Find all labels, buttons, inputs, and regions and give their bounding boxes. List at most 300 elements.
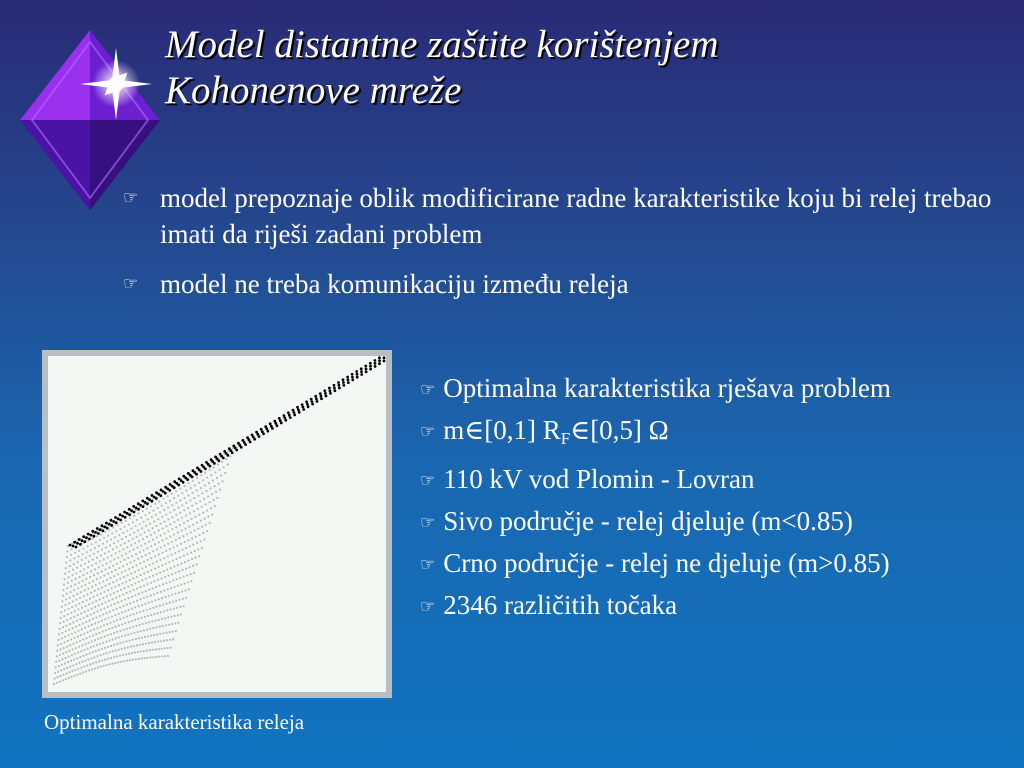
relay-no-operate-point bbox=[137, 508, 140, 511]
relay-operates-point bbox=[157, 612, 159, 614]
relay-operates-point bbox=[99, 539, 101, 541]
relay-operates-point bbox=[142, 610, 144, 612]
relay-operates-point bbox=[179, 499, 181, 501]
relay-operates-point bbox=[183, 497, 185, 499]
relay-operates-point bbox=[72, 569, 74, 571]
relay-no-operate-point bbox=[267, 430, 270, 433]
relay-operates-point bbox=[66, 587, 68, 589]
relay-operates-point bbox=[227, 464, 229, 466]
relay-operates-point bbox=[70, 585, 72, 587]
relay-operates-point bbox=[107, 646, 109, 648]
relay-operates-point bbox=[106, 664, 108, 666]
relay-operates-point bbox=[189, 545, 191, 547]
relay-operates-point bbox=[156, 573, 158, 575]
relay-operates-point bbox=[150, 635, 152, 637]
relay-operates-point bbox=[114, 603, 116, 605]
relay-operates-point bbox=[219, 489, 221, 491]
relay-operates-point bbox=[60, 669, 62, 671]
relay-operates-point bbox=[65, 678, 67, 680]
relay-no-operate-point bbox=[342, 381, 345, 384]
relay-operates-point bbox=[187, 520, 189, 522]
relay-no-operate-point bbox=[314, 395, 317, 398]
relay-operates-point bbox=[77, 608, 79, 610]
relay-operates-point bbox=[155, 656, 157, 658]
relay-operates-point bbox=[177, 622, 179, 624]
relay-operates-point bbox=[64, 573, 66, 575]
relay-operates-point bbox=[110, 604, 112, 606]
relay-operates-point bbox=[193, 497, 195, 499]
relay-operates-point bbox=[98, 649, 100, 651]
relay-operates-point bbox=[158, 648, 160, 650]
relay-operates-point bbox=[223, 466, 225, 468]
relay-operates-point bbox=[181, 504, 183, 506]
pointing-hand-icon: ☞ bbox=[420, 422, 436, 441]
relay-operates-point bbox=[197, 548, 199, 550]
relay-operates-point bbox=[187, 507, 189, 509]
relay-operates-point bbox=[162, 632, 164, 634]
relay-operates-point bbox=[98, 545, 100, 547]
relay-operates-point bbox=[170, 587, 172, 589]
relay-operates-point bbox=[169, 602, 171, 604]
relay-operates-point bbox=[103, 624, 105, 626]
relay-operates-point bbox=[141, 527, 143, 529]
relay-operates-point bbox=[75, 647, 77, 649]
relay-operates-point bbox=[155, 648, 157, 650]
relay-operates-point bbox=[69, 559, 71, 561]
relay-operates-point bbox=[77, 635, 79, 637]
relay-operates-point bbox=[156, 561, 158, 563]
relay-operates-point bbox=[210, 507, 212, 509]
relay-operates-point bbox=[92, 662, 94, 664]
relay-operates-point bbox=[115, 552, 117, 554]
relay-operates-point bbox=[192, 480, 194, 482]
relay-operates-point bbox=[99, 615, 101, 617]
relay-operates-point bbox=[159, 523, 161, 525]
relay-operates-point bbox=[90, 646, 92, 648]
relay-operates-point bbox=[99, 654, 101, 656]
right-bullet-item bbox=[420, 543, 1014, 585]
relay-operates-point bbox=[173, 586, 175, 588]
relay-operates-point bbox=[168, 595, 170, 597]
relay-operates-point bbox=[196, 489, 198, 491]
relay-operates-point bbox=[70, 660, 72, 662]
relay-operates-point bbox=[164, 647, 166, 649]
relay-operates-point bbox=[161, 577, 163, 579]
relay-operates-point bbox=[73, 659, 75, 661]
relay-no-operate-point bbox=[164, 492, 167, 495]
relay-operates-point bbox=[119, 528, 121, 530]
relay-operates-point bbox=[175, 502, 177, 504]
relay-operates-point bbox=[121, 555, 123, 557]
relay-operates-point bbox=[175, 490, 177, 492]
relay-no-operate-point bbox=[374, 362, 377, 365]
relay-operates-point bbox=[82, 638, 84, 640]
relay-operates-point bbox=[163, 521, 165, 523]
relay-operates-point bbox=[139, 624, 141, 626]
relay-operates-point bbox=[81, 661, 83, 663]
relay-operates-point bbox=[91, 640, 93, 642]
relay-operates-point bbox=[67, 582, 69, 584]
relay-operates-point bbox=[145, 622, 147, 624]
relay-operates-point bbox=[119, 595, 121, 597]
relay-operates-point bbox=[201, 506, 203, 508]
relay-operates-point bbox=[173, 497, 175, 499]
relay-operates-point bbox=[140, 534, 142, 536]
relay-operates-point bbox=[125, 536, 127, 538]
relay-operates-point bbox=[152, 562, 154, 564]
relay-operates-point bbox=[196, 563, 198, 565]
relay-operates-point bbox=[179, 577, 181, 579]
relay-no-operate-point bbox=[75, 546, 78, 549]
relay-operates-point bbox=[200, 540, 202, 542]
relay-operates-point bbox=[118, 649, 120, 651]
relay-no-operate-point bbox=[112, 520, 115, 523]
relay-operates-point bbox=[115, 626, 117, 628]
relay-no-operate-point bbox=[296, 406, 299, 409]
relay-operates-point bbox=[190, 573, 192, 575]
relay-operates-point bbox=[157, 579, 159, 581]
relay-no-operate-point bbox=[108, 523, 111, 526]
relay-operates-point bbox=[154, 580, 156, 582]
relay-operates-point bbox=[82, 580, 84, 582]
relay-operates-point bbox=[140, 630, 142, 632]
relay-operates-point bbox=[164, 617, 166, 619]
relay-operates-point bbox=[177, 507, 179, 509]
relay-no-operate-point bbox=[94, 531, 97, 534]
relay-operates-point bbox=[198, 555, 200, 557]
relay-operates-point bbox=[136, 547, 138, 549]
relay-operates-point bbox=[91, 668, 93, 670]
relay-operates-point bbox=[96, 655, 98, 657]
relay-operates-point bbox=[154, 532, 156, 534]
relay-operates-point bbox=[85, 654, 87, 656]
relay-operates-point bbox=[185, 568, 187, 570]
relay-operates-point bbox=[155, 586, 157, 588]
relay-operates-point bbox=[198, 482, 200, 484]
figure-caption: Optimalna karakteristika releja bbox=[44, 710, 305, 734]
relay-operates-point bbox=[114, 662, 116, 664]
relay-operates-point bbox=[197, 528, 199, 530]
relay-operates-point bbox=[85, 557, 87, 559]
relay-operates-point bbox=[142, 643, 144, 645]
relay-operates-point bbox=[133, 532, 135, 534]
slide-title-line-1: Model distantne zaštite korištenjem bbox=[165, 23, 719, 66]
relay-operates-point bbox=[146, 657, 148, 659]
relay-operates-point bbox=[175, 600, 177, 602]
relay-operates-point bbox=[77, 555, 79, 557]
relay-operates-point bbox=[146, 536, 148, 538]
relay-operates-point bbox=[204, 518, 206, 520]
relay-operates-point bbox=[150, 505, 152, 507]
relay-operates-point bbox=[201, 547, 203, 549]
relay-operates-point bbox=[180, 543, 182, 545]
relay-operates-point bbox=[159, 572, 161, 574]
relay-operates-point bbox=[132, 659, 134, 661]
relay-operates-point bbox=[205, 490, 207, 492]
relay-no-operate-point bbox=[90, 534, 93, 537]
relay-operates-point bbox=[82, 601, 84, 603]
relay-operates-point bbox=[154, 555, 156, 557]
relay-operates-point bbox=[126, 616, 128, 618]
relay-operates-point bbox=[173, 608, 175, 610]
relay-operates-point bbox=[138, 658, 140, 660]
relay-operates-point bbox=[92, 634, 94, 636]
relay-operates-point bbox=[76, 657, 78, 659]
relay-operates-point bbox=[98, 621, 100, 623]
relay-operates-point bbox=[211, 493, 213, 495]
relay-operates-point bbox=[81, 607, 83, 609]
relay-operates-point bbox=[148, 541, 150, 543]
relay-operates-point bbox=[146, 508, 148, 510]
relay-operates-point bbox=[183, 485, 185, 487]
relay-operates-point bbox=[192, 492, 194, 494]
relay-no-operate-point bbox=[364, 365, 367, 368]
relay-operates-point bbox=[125, 520, 127, 522]
relay-operates-point bbox=[133, 632, 135, 634]
relay-no-operate-point bbox=[73, 541, 76, 544]
relay-operates-point bbox=[104, 659, 106, 661]
relay-operates-point bbox=[106, 623, 108, 625]
relay-operates-point bbox=[70, 554, 72, 556]
relay-operates-point bbox=[86, 615, 88, 617]
relay-operates-point bbox=[139, 523, 141, 525]
relay-operates-point bbox=[159, 605, 161, 607]
relay-operates-point bbox=[216, 477, 218, 479]
relay-operates-point bbox=[129, 517, 131, 519]
relay-operates-point bbox=[93, 574, 95, 576]
relay-operates-point bbox=[59, 654, 61, 656]
relay-operates-point bbox=[104, 618, 106, 620]
relay-operates-point bbox=[181, 517, 183, 519]
relay-operates-point bbox=[194, 529, 196, 531]
right-bullet-item bbox=[420, 410, 1014, 459]
relay-operates-point bbox=[83, 595, 85, 597]
relay-operates-point bbox=[183, 522, 185, 524]
relay-no-operate-point bbox=[155, 497, 158, 500]
relay-operates-point bbox=[116, 579, 118, 581]
relay-operates-point bbox=[145, 566, 147, 568]
relay-operates-point bbox=[58, 633, 60, 635]
relay-operates-point bbox=[73, 589, 75, 591]
relay-operates-point bbox=[103, 607, 105, 609]
relay-no-operate-point bbox=[84, 540, 87, 543]
relay-operates-point bbox=[145, 643, 147, 645]
relay-operates-point bbox=[152, 627, 154, 629]
relay-operates-point bbox=[112, 650, 114, 652]
relay-operates-point bbox=[77, 668, 79, 670]
relay-operates-point bbox=[59, 628, 61, 630]
relay-operates-point bbox=[127, 574, 129, 576]
relay-operates-point bbox=[83, 649, 85, 651]
relay-operates-point bbox=[77, 561, 79, 563]
relay-operates-point bbox=[75, 663, 77, 665]
relay-operates-point bbox=[203, 538, 205, 540]
relay-operates-point bbox=[77, 651, 79, 653]
relay-operates-point bbox=[123, 617, 125, 619]
relay-operates-point bbox=[160, 534, 162, 536]
relay-operates-point bbox=[120, 544, 122, 546]
relay-operates-point bbox=[181, 529, 183, 531]
relay-operates-point bbox=[78, 603, 80, 605]
relay-operates-point bbox=[112, 609, 114, 611]
relay-operates-point bbox=[179, 524, 181, 526]
relay-operates-point bbox=[144, 514, 146, 516]
relay-operates-point bbox=[165, 537, 167, 539]
relay-operates-point bbox=[177, 564, 179, 566]
relay-operates-point bbox=[132, 639, 134, 641]
relay-operates-point bbox=[136, 576, 138, 578]
relay-operates-point bbox=[206, 477, 208, 479]
relay-operates-point bbox=[116, 619, 118, 621]
relay-operates-point bbox=[167, 588, 169, 590]
relay-operates-point bbox=[74, 583, 76, 585]
relay-no-operate-point bbox=[360, 370, 363, 373]
relay-operates-point bbox=[84, 660, 86, 662]
right-bullet-item bbox=[420, 368, 1014, 410]
relay-operates-point bbox=[218, 483, 220, 485]
relay-operates-point bbox=[123, 559, 125, 561]
relay-operates-point bbox=[98, 604, 100, 606]
relay-operates-point bbox=[159, 626, 161, 628]
relay-operates-point bbox=[189, 512, 191, 514]
relay-operates-point bbox=[79, 656, 81, 658]
relay-operates-point bbox=[94, 639, 96, 641]
relay-operates-point bbox=[195, 502, 197, 504]
relay-no-operate-point bbox=[99, 528, 102, 531]
relay-operates-point bbox=[98, 660, 100, 662]
relay-operates-point bbox=[178, 570, 180, 572]
relay-no-operate-point bbox=[72, 545, 75, 548]
relay-operates-point bbox=[83, 665, 85, 667]
relay-operates-point bbox=[112, 598, 114, 600]
relay-operates-point bbox=[65, 672, 67, 674]
relay-operates-point bbox=[80, 565, 82, 567]
relay-operates-point bbox=[216, 497, 218, 499]
relay-operates-point bbox=[159, 559, 161, 561]
right-bullet-text: m∈[0,1] R bbox=[443, 415, 561, 445]
relay-no-operate-point bbox=[324, 392, 327, 395]
relay-operates-point bbox=[88, 625, 90, 627]
relay-operates-point bbox=[191, 518, 193, 520]
relay-no-operate-point bbox=[222, 457, 225, 460]
relay-operates-point bbox=[195, 557, 197, 559]
relay-operates-point bbox=[107, 589, 109, 591]
relay-operates-point bbox=[103, 591, 105, 593]
relay-operates-point bbox=[129, 627, 131, 629]
relay-operates-point bbox=[124, 526, 126, 528]
pointing-hand-icon: ☞ bbox=[123, 274, 139, 293]
relay-operates-point bbox=[94, 590, 96, 592]
relay-operates-point bbox=[179, 599, 181, 601]
relay-operates-point bbox=[139, 598, 141, 600]
relay-operates-point bbox=[134, 582, 136, 584]
relay-operates-point bbox=[71, 633, 73, 635]
relay-operates-point bbox=[72, 648, 74, 650]
relay-operates-point bbox=[183, 605, 185, 607]
relay-operates-point bbox=[158, 530, 160, 532]
relay-operates-point bbox=[108, 529, 110, 531]
relay-operates-point bbox=[152, 539, 154, 541]
relay-operates-point bbox=[153, 634, 155, 636]
relay-operates-point bbox=[91, 624, 93, 626]
relay-operates-point bbox=[113, 592, 115, 594]
relay-operates-point bbox=[62, 653, 64, 655]
relay-no-operate-point bbox=[159, 494, 162, 497]
relay-operates-point bbox=[100, 666, 102, 668]
relay-operates-point bbox=[117, 601, 119, 603]
relay-operates-point bbox=[158, 585, 160, 587]
relay-operates-point bbox=[125, 653, 127, 655]
relay-operates-point bbox=[99, 560, 101, 562]
relay-operates-point bbox=[135, 638, 137, 640]
relay-operates-point bbox=[72, 643, 74, 645]
relay-operates-point bbox=[218, 469, 220, 471]
relay-operates-point bbox=[152, 649, 154, 651]
slide-title bbox=[165, 22, 719, 114]
relay-operates-point bbox=[93, 656, 95, 658]
relay-operates-point bbox=[225, 458, 227, 460]
relay-no-operate-point bbox=[276, 424, 279, 427]
relay-operates-point bbox=[94, 667, 96, 669]
relay-operates-point bbox=[116, 590, 118, 592]
relay-operates-point bbox=[139, 551, 141, 553]
relay-operates-point bbox=[118, 636, 120, 638]
relay-operates-point bbox=[105, 641, 107, 643]
relay-operates-point bbox=[131, 620, 133, 622]
relay-operates-point bbox=[119, 618, 121, 620]
relay-no-operate-point bbox=[110, 519, 113, 522]
relay-operates-point bbox=[172, 631, 174, 633]
relay-operates-point bbox=[108, 628, 110, 630]
relay-no-operate-point bbox=[320, 395, 323, 398]
relay-operates-point bbox=[139, 562, 141, 564]
relay-operates-point bbox=[203, 498, 205, 500]
relay-operates-point bbox=[74, 610, 76, 612]
relay-operates-point bbox=[192, 565, 194, 567]
relay-operates-point bbox=[177, 585, 179, 587]
relay-operates-point bbox=[169, 500, 171, 502]
relay-operates-point bbox=[84, 589, 86, 591]
relay-operates-point bbox=[121, 635, 123, 637]
relay-operates-point bbox=[165, 563, 167, 565]
relay-operates-point bbox=[111, 663, 113, 665]
relay-operates-point bbox=[82, 548, 84, 550]
relay-operates-point bbox=[65, 630, 67, 632]
relay-operates-point bbox=[205, 503, 207, 505]
relay-operates-point bbox=[224, 472, 226, 474]
relay-operates-point bbox=[149, 608, 151, 610]
relay-no-operate-point bbox=[244, 443, 247, 446]
relay-operates-point bbox=[58, 665, 60, 667]
relay-operates-point bbox=[185, 514, 187, 516]
subscript-f: F bbox=[560, 429, 571, 448]
relay-operates-point bbox=[201, 526, 203, 528]
relay-operates-point bbox=[104, 568, 106, 570]
relay-operates-point bbox=[105, 629, 107, 631]
relay-operates-point bbox=[94, 547, 96, 549]
relay-operates-point bbox=[144, 543, 146, 545]
relay-no-operate-point bbox=[360, 373, 363, 376]
relay-operates-point bbox=[113, 542, 115, 544]
relay-operates-point bbox=[151, 600, 153, 602]
relay-operates-point bbox=[161, 505, 163, 507]
relay-no-operate-point bbox=[328, 387, 331, 390]
relay-operates-point bbox=[161, 648, 163, 650]
right-bullet-item bbox=[420, 501, 1014, 543]
relay-operates-point bbox=[94, 606, 96, 608]
relay-operates-point bbox=[143, 549, 145, 551]
top-bullet-item bbox=[118, 266, 1018, 302]
